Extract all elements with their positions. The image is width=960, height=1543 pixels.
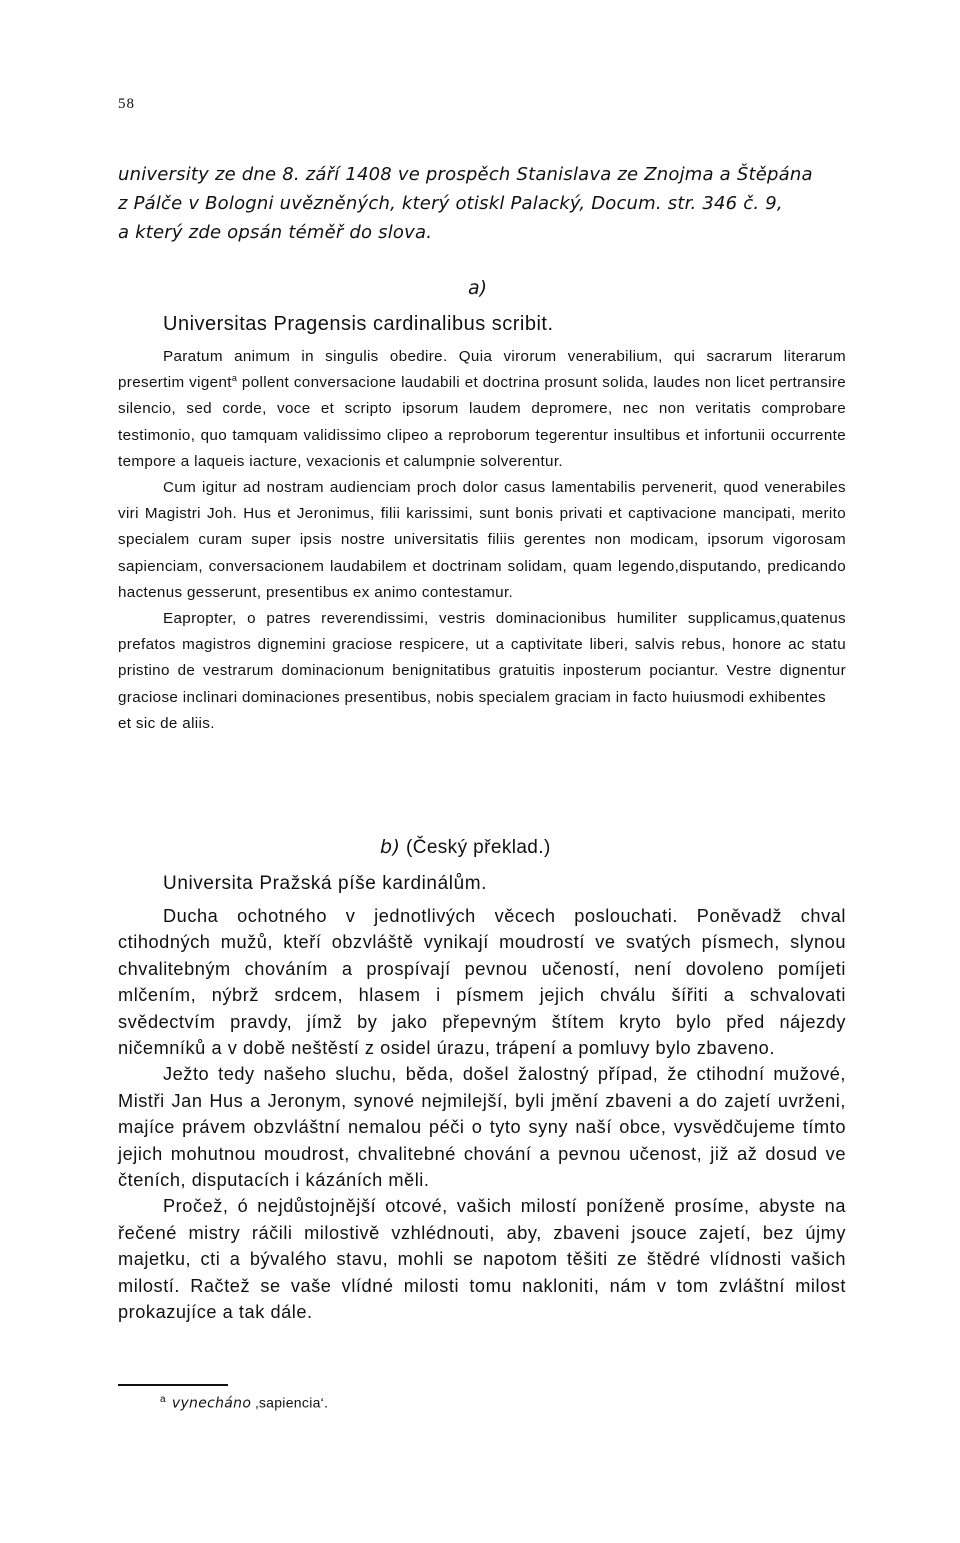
latin-body [118, 344, 846, 737]
czech-paragraph-1: Ducha ochotného v jednotlivých věcech poslouchati. Poněvadž chval ctihodných mužů, kteří obzvláště vynikají moudrostí ve svatých písmech, slynou chvalitebným chováním a prospívají pevnou učeností, není dovoleno pomíjeti mlčením, nýbrž srdcem, hlasem i písmem jejich chválu šířiti a schvalovati svědectvím pravdy, jímž by jako přepevným štítem kryto bylo před nájezdy ničemníků a v době neštěstí z osidel úrazu, trápení a pomluvy bylo zbaveno. [118, 906, 846, 1059]
section-b-label-suffix: (Český překlad.) [405, 837, 551, 858]
latin-closing: et sic de aliis. [118, 714, 215, 732]
czech-title: Universita Pražská píše kardinálům. [163, 873, 488, 894]
section-b-heading [380, 836, 551, 859]
footnote-marker-bottom: a [160, 1394, 166, 1405]
latin-paragraph-1-a: Paratum animum in singulis obedire. Quia virorum venerabilium, qui sacrarum literarum presertim vigent [118, 348, 846, 392]
section-b-label: b) [380, 836, 401, 858]
czech-paragraph-3: Pročež, ó nejdůstojnější otcové, vašich milostí poníženě prosíme, abyste na řečené mistry ráčili milostivě vzhlédnouti, aby, zbaveni jsouce zajetí, bez újmy majetku, cti a bývalého stavu, mohli se napotom těšiti ze štědré vlídnosti vašich milostí. Račtež se vaše vlídné milosti tomu nakloniti, nám v tom zvláštní milost prokazujíce a tak dále. [118, 1196, 846, 1323]
intro-line-3: a který zde opsán téměř do slova. [118, 222, 433, 243]
footnote-italic: vynecháno [171, 1395, 252, 1412]
latin-paragraph-1-b: pollent conversacione laudabili et doctrina prosunt solida, laudes non licet pertransire silencio, sed corde, voce et scripto ipsorum laudem depromere, nec non veritatis comprobare testimonio, quo tamquam validissimo clipeo a reproborum tegerentur insultibus et infortunii occurrente tempore a laqueis iacture, vexacionis et calumpnie solverentur. [118, 374, 846, 470]
latin-title: Universitas Pragensis cardinalibus scribit. [163, 313, 554, 335]
footnote-marker: a [231, 373, 238, 384]
latin-paragraph-1 [118, 344, 846, 475]
section-a-label: a) [468, 277, 488, 299]
latin-paragraph-2: Cum igitur ad nostram audienciam proch dolor casus lamentabilis pervenerit, quod venerabiles viri Magistri Joh. Hus et Jeronimus, filii karissimi, sunt bonis privati et captivacione mancipati, merito specialem curam super ipsis nostre universitatis filiis gerentes non modicam, ipsorum vigorosam sapienciam, conversacionem laudabilem et doctrinam solidam, quam legendo,disputando, predicando hactenus gesserunt, presentibus ex animo contestamur. [118, 479, 846, 601]
czech-body [118, 903, 846, 1326]
footnote-divider [118, 1384, 228, 1386]
page-number: 58 [118, 96, 135, 112]
intro-line-2: z Pálče v Bologni uvězněných, který otiskl Palacký, Docum. str. 346 č. 9, [118, 193, 783, 214]
intro-text [118, 160, 858, 247]
czech-paragraph-2: Ježto tedy našeho sluchu, běda, došel žalostný případ, že ctihodní mužové, Mistři Jan Hus a Jeronym, synové nejmilejší, byli jmění zbaveni a do zajetí uvrženi, majíce právem obzvláštní nemalou péči o tyto syny naší obce, vysvědčujeme tímto jejich mohutnou moudrost, chvalitebné chování a pevnou učenost, již až dosud ve čteních, disputacích i kázáních měli. [118, 1064, 846, 1191]
footnote-text: ‚sapiencia‘. [251, 1394, 329, 1411]
footnote [160, 1394, 328, 1412]
latin-paragraph-3: Eapropter, o patres reverendissimi, vestris dominacionibus humiliter supplicamus,quatenus prefatos magistros dignemini graciose respicere, ut a captivitate liberi, salvis rebus, honore ac statu pristino de vestrarum dominacionum benignitatibus gratuitis inposterum pociantur. Vestre dignentur graciose inclinari dominaciones presentibus, nobis specialem graciam in facto huiusmodi exhibentes [118, 610, 846, 706]
intro-line-1: university ze dne 8. září 1408 ve prospěch Stanislava ze Znojma a Štěpána [118, 164, 813, 185]
